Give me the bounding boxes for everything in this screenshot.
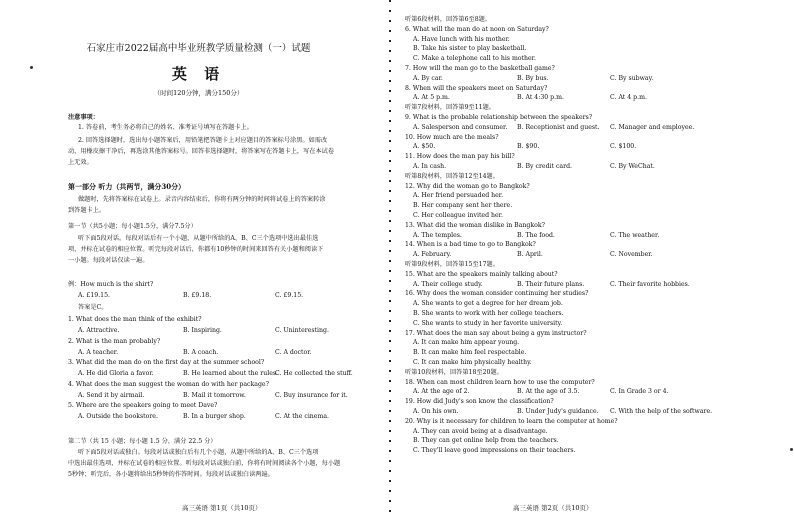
question-stem: 8. When will the speakers meet on Saturday? xyxy=(405,84,548,92)
part1-intro: 到答题卡上。 xyxy=(68,207,106,214)
option-a: A. A teacher. xyxy=(78,348,119,356)
option-b: B. Under Judy's guidance. xyxy=(517,408,599,415)
question-stem: 13. What did the woman dislike in Bangkok? xyxy=(405,221,545,229)
question-stem: 1. What does the man think of the exhibit? xyxy=(68,316,202,323)
section1-intro: 项，并标在试卷的相应位置。听完每段对话后，你都有10秒钟的时间来回答有关小题和阅读下 xyxy=(68,246,324,253)
exam-duration: （时间120分钟，满分150分） xyxy=(153,89,244,97)
part1-title: 第一部分 听力（共两节，满分30分） xyxy=(68,182,186,191)
example-option: A. £19.15. xyxy=(78,292,111,299)
option: B. They can get online help from the teachers. xyxy=(413,437,559,445)
option-a: A. On his own. xyxy=(413,408,459,415)
exam-page-2 xyxy=(397,0,794,520)
section2-intro: 中选出最佳选项，并标在试卷的相应位置。听每段对话或独白前，你将有时间阅读各个小题，每小题 xyxy=(68,460,341,467)
option: B. It can make him feel respectable. xyxy=(413,349,527,357)
option-b: B. In a burger shop. xyxy=(183,413,246,420)
section1-intro: 听下面5段对话。每段对话后有一个小题，从题中所给的A、B、C三个选项中选出最佳选 xyxy=(78,235,319,242)
option: A. It can make him appear young. xyxy=(413,339,520,347)
option-b: B. By bus. xyxy=(517,74,549,82)
note-line: 2. 回答选择题时，选出每小题答案后，用铅笔把答题卡上对应题目的答案标号涂黑。如需改 xyxy=(78,137,328,144)
option-b: B. Their future plans. xyxy=(517,280,585,288)
question-stem: 2. What is the man probably? xyxy=(68,337,161,345)
option-b: B. At the age of 3.5. xyxy=(517,388,580,396)
question-stem: 14. When is a bad time to go to Bangkok? xyxy=(405,241,536,249)
example-answer: 答案是C。 xyxy=(78,304,108,311)
option-b: B. By credit card. xyxy=(517,163,573,170)
question-stem: 17. What does the man say about being a gym instructor? xyxy=(405,329,587,337)
option: C. She wants to study in her favorite university. xyxy=(413,319,563,327)
section2-intro: 听下面5段对话或独白。每段对话或独白后有几个小题，从题中所给的A、B、C三个选项 xyxy=(78,449,319,456)
section-heading: 听第10段材料，回答第18至20题。 xyxy=(405,368,503,376)
option-b: B. Inspiring. xyxy=(183,327,222,334)
option: C. Make a telephone call to his mother. xyxy=(413,55,536,63)
question-stem: 12. Why did the woman go to Bangkok? xyxy=(405,182,530,190)
option: A. She wants to get a degree for her dream job. xyxy=(413,300,563,308)
option-b: B. A coach. xyxy=(183,348,219,356)
question-stem: 15. What are the speakers mainly talking about? xyxy=(405,270,558,278)
question-stem: 16. Why does the woman consider continuing her studies? xyxy=(405,290,589,298)
note-line: 1. 答卷前，考生务必将自己的姓名、准考证号填写在答题卡上。 xyxy=(78,124,253,131)
option-a: A. In cash. xyxy=(413,163,447,170)
page-footer: 高三英语 第2页（共10页） xyxy=(513,504,593,512)
note-line: 动，用橡皮擦干净后，再选涂其他答案标号。回答非选择题时，将答案写在答题卡上，写在本试卷 xyxy=(68,148,335,155)
question-stem: 4. What does the man suggest the woman do with her package? xyxy=(68,380,269,388)
page-footer: 高三英语 第1页（共10页） xyxy=(182,504,262,512)
option-c: C. November. xyxy=(610,251,653,259)
option-b: B. April. xyxy=(517,251,543,259)
question-stem: 9. What is the probable relationship between the speakers? xyxy=(405,114,593,121)
option: B. She wants to work with her college teachers. xyxy=(413,310,564,317)
option-a: A. By car. xyxy=(413,74,443,82)
note-line: 上无效。 xyxy=(68,159,93,166)
scan-speck xyxy=(30,66,33,69)
option-a: A. Attractive. xyxy=(78,327,120,334)
option-a: A. Their college study. xyxy=(413,280,483,288)
option-b: B. Mail it tomorrow. xyxy=(183,391,246,399)
option-b: B. $90. xyxy=(517,143,540,151)
question-stem: 19. How did Judy's son know the classification? xyxy=(405,398,554,406)
option-c: C. Buy insurance for it. xyxy=(275,391,348,399)
option-c: C. $100. xyxy=(610,143,637,151)
option-a: A. Send it by airmail. xyxy=(78,391,145,399)
option-a: A. He did Gloria a favor. xyxy=(78,370,154,377)
option: C. It can make him physically healthy. xyxy=(413,359,532,366)
exam-title: 石家庄市2022届高中毕业班教学质量检测（一）试题 xyxy=(86,43,311,54)
notes-header: 注意事项： xyxy=(68,114,99,121)
section-heading: 听第9段材料，回答第15至17题。 xyxy=(405,261,499,268)
option: A. Have lunch with his mother. xyxy=(413,35,510,43)
section-heading: 听第8段材料，回答第12至14题。 xyxy=(405,172,499,180)
option-c: C. He collected the stuff. xyxy=(275,370,353,377)
option-a: A. February. xyxy=(413,251,452,259)
option-c: C. At 4 p.m. xyxy=(610,94,647,102)
section-heading: 听第7段材料，回答第9至11题。 xyxy=(405,104,495,112)
part1-intro: 做题时，先将答案标在试卷上。录音内容结束后，你将有两分钟的时间将试卷上的答案转涂 xyxy=(78,196,326,203)
option: C. They'll leave good impressions on their teachers. xyxy=(413,447,576,455)
example-question: 例：How much is the shirt? xyxy=(68,281,154,288)
option-a: A. At 5 p.m. xyxy=(413,94,450,102)
option-a: A. Salesperson and consumer. xyxy=(413,123,508,131)
subject-title: 英 语 xyxy=(171,65,226,83)
option-c: C. Uninteresting. xyxy=(275,327,329,334)
option: A. Her friend persuaded her. xyxy=(413,192,504,200)
question-stem: 18. When can most children learn how to use the computer? xyxy=(405,378,595,386)
question-stem: 10. How much are the meals? xyxy=(405,133,499,141)
option-c: C. With the help of the software. xyxy=(610,408,713,415)
question-stem: 3. What did the man do on the first day at the summer school? xyxy=(68,359,265,366)
option: B. Her company sent her there. xyxy=(413,202,513,210)
option-c: C. Their favorite hobbies. xyxy=(610,280,690,288)
section1-title: 第一节（共5小题；每小题1.5分，满分7.5分） xyxy=(68,223,197,230)
fold-line xyxy=(389,0,391,520)
scan-speck xyxy=(790,448,793,451)
question-stem: 11. How does the man pay his bill? xyxy=(405,153,515,161)
question-stem: 6. What will the man do at noon on Saturday? xyxy=(405,25,549,33)
option-c: C. Manager and employee. xyxy=(610,123,695,131)
option-c: C. At the cinema. xyxy=(275,413,329,420)
section1-intro: 一小题。每段对话仅读一遍。 xyxy=(68,257,149,264)
option-c: C. A doctor. xyxy=(275,348,312,356)
option-a: A. The temples. xyxy=(413,231,462,239)
option-b: B. He learned about the rules. xyxy=(183,370,279,377)
option-c: C. In Grade 3 or 4. xyxy=(610,388,669,396)
section2-intro: 5秒钟；听完后，各小题将给出5秒钟的作答时间。每段对话或独白读两遍。 xyxy=(68,471,274,478)
option: A. They can avoid being at a disadvantage. xyxy=(413,427,548,435)
option-b: B. The food. xyxy=(517,231,555,239)
option: B. Take his sister to play basketball. xyxy=(413,45,527,53)
option: C. Her colleague invited her. xyxy=(413,212,503,219)
section2-title: 第二节（共 15 小题；每小题 1.5 分，满分 22.5 分） xyxy=(68,438,217,445)
option-c: C. By subway. xyxy=(610,74,654,82)
option-a: A. At the age of 2. xyxy=(413,388,470,396)
question-stem: 20. Why is it necessary for children to learn the computer at home? xyxy=(405,417,618,425)
option-c: C. By WeChat. xyxy=(610,163,655,170)
option-b: B. At 4:30 p.m. xyxy=(517,94,564,102)
example-option: B. £9.18. xyxy=(183,292,212,299)
option-a: A. Outside the bookstore. xyxy=(78,413,158,420)
example-option: C. £9.15. xyxy=(275,292,304,299)
question-stem: 5. Where are the speakers going to meet Dave? xyxy=(68,402,218,409)
option-b: B. Receptionist and guest. xyxy=(517,123,600,131)
section-heading: 听第6段材料，回答第6至8题。 xyxy=(405,16,492,23)
option-c: C. The weather. xyxy=(610,231,660,239)
option-a: A. $50. xyxy=(413,143,436,151)
question-stem: 7. How will the man go to the basketball game? xyxy=(405,65,555,72)
